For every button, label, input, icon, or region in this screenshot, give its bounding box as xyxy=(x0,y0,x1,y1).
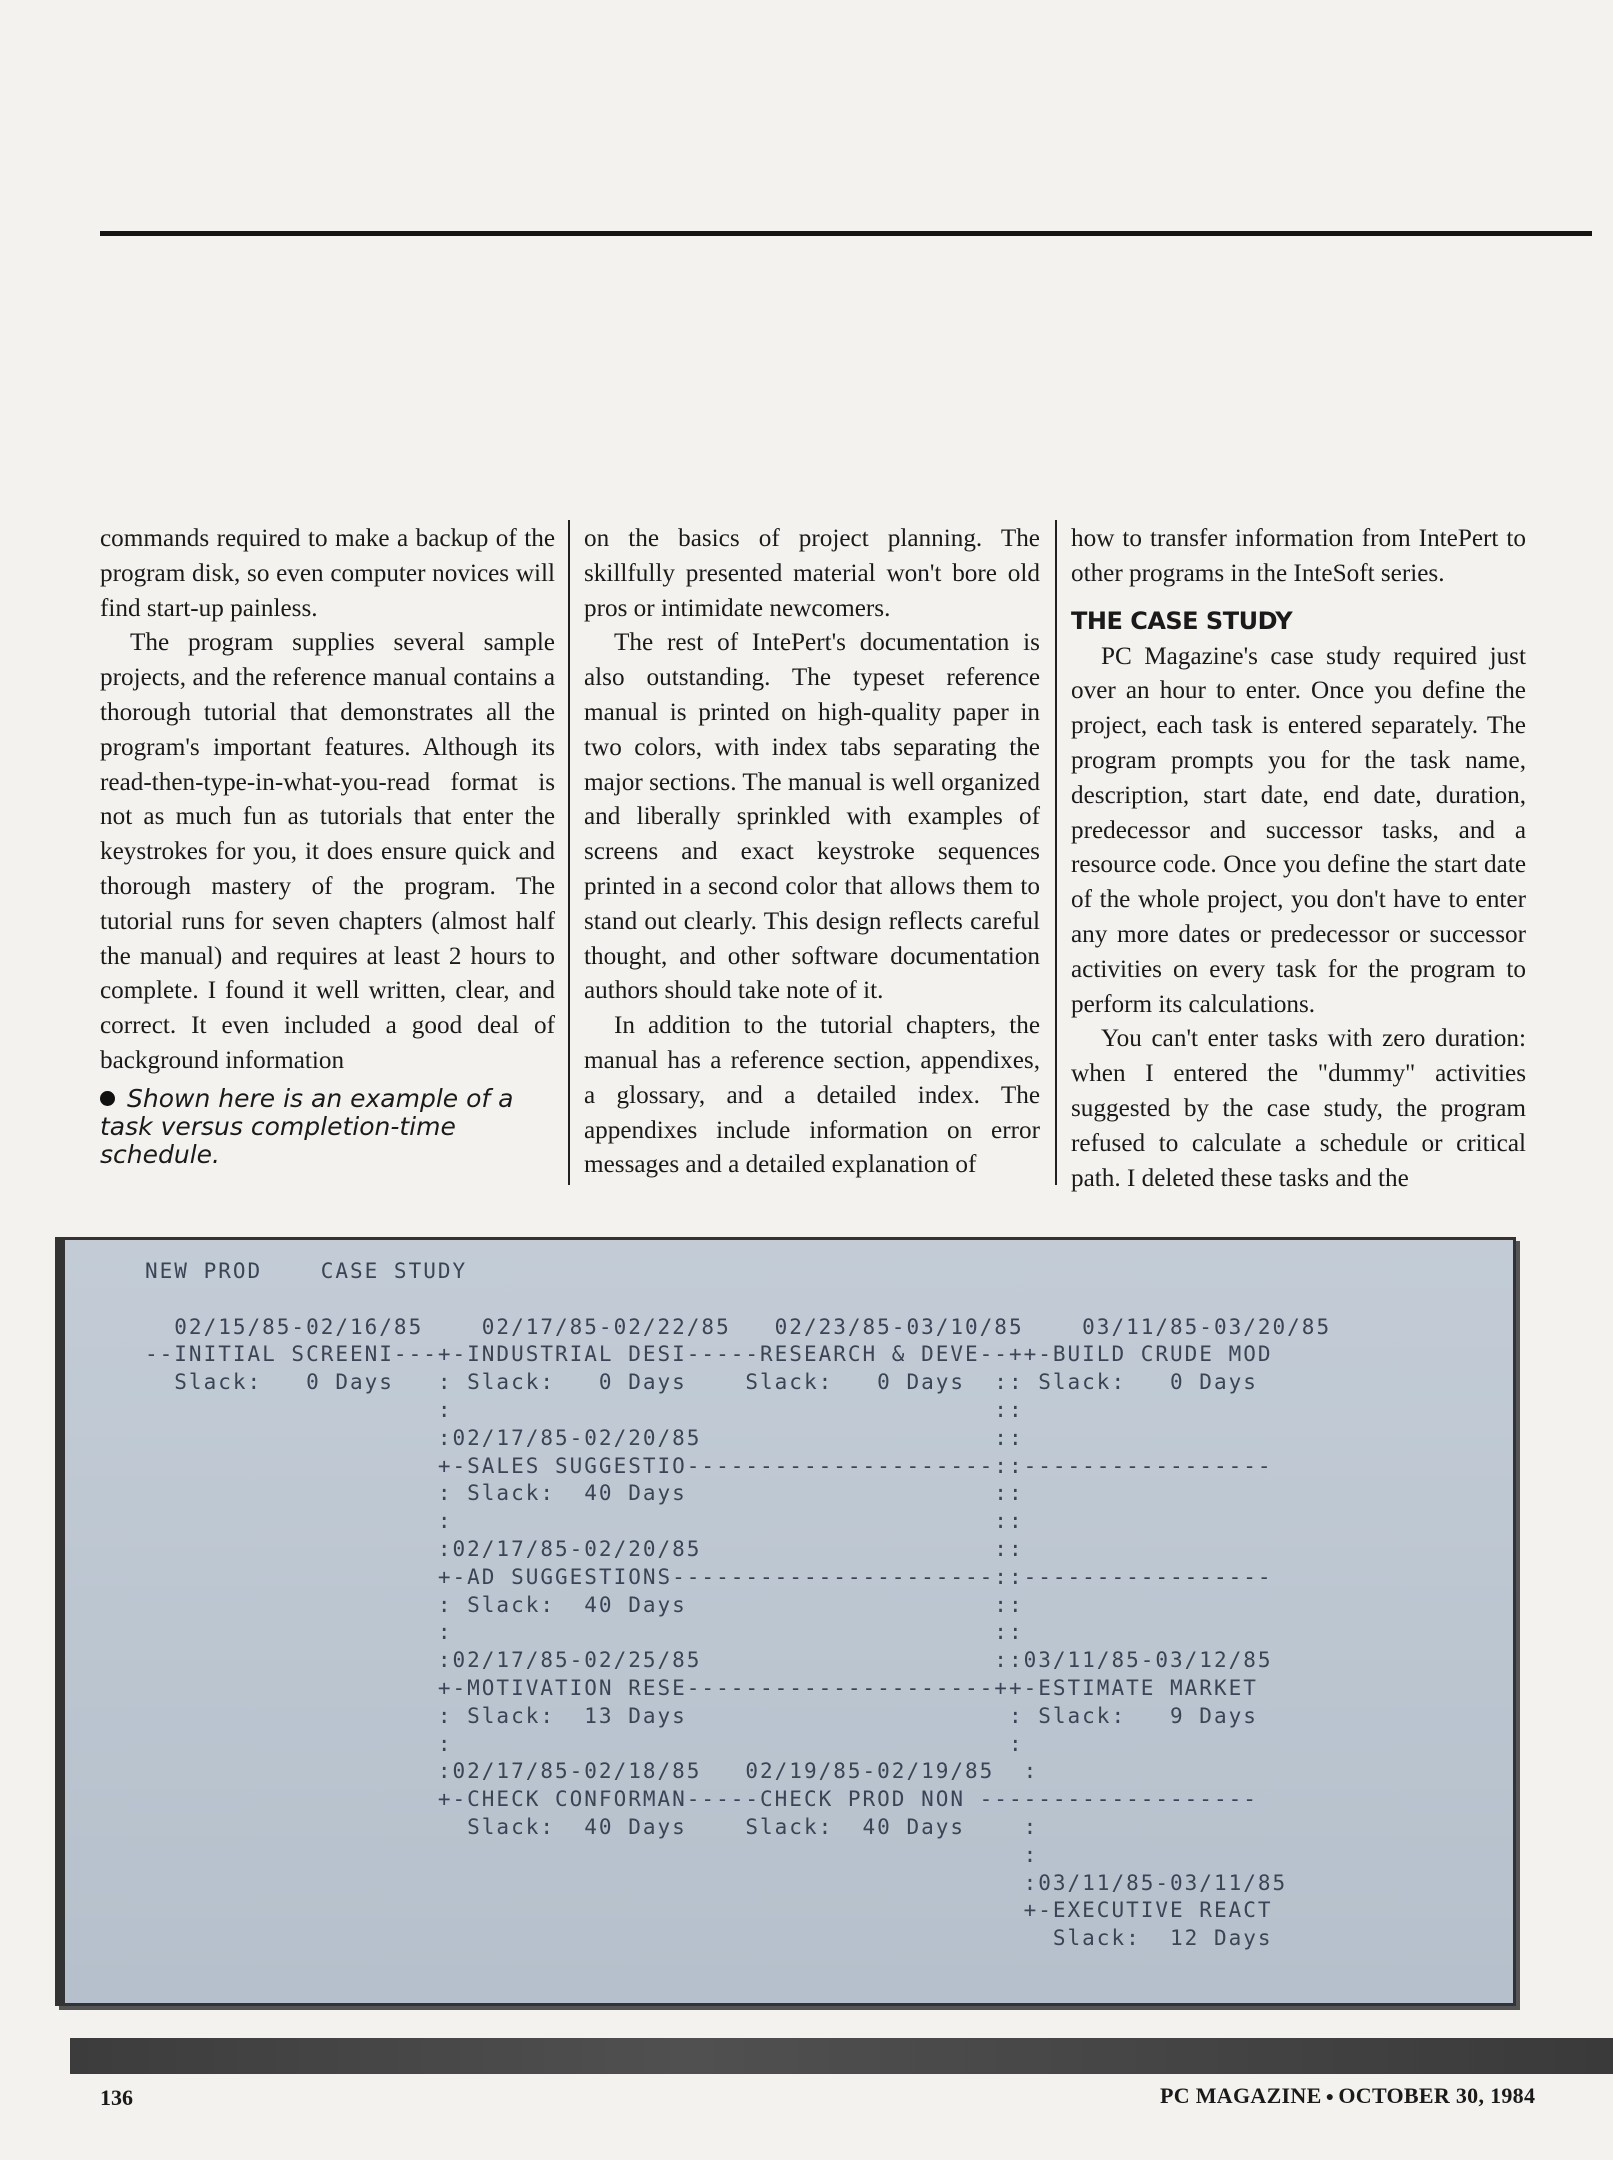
schedule-screenshot xyxy=(55,1237,1516,2006)
paragraph: You can't enter tasks with zero duration: when I entered the "dummy" activities suggested by the case study, the program refused to calculate a schedule or critical path. I deleted these tasks and the xyxy=(1071,1025,1526,1192)
schedule-line: 02/15/85-02/16/85 02/17/85-02/22/85 02/23/85-03/10/85 03/11/85-03/20/85 xyxy=(145,1314,1332,1339)
bullet-icon xyxy=(100,1091,115,1106)
schedule-line: :02/17/85-02/20/85 :: xyxy=(145,1536,1024,1561)
magazine-name: PC MAGAZINE xyxy=(1160,2083,1322,2108)
page-number: 136 xyxy=(100,2085,133,2110)
schedule-line: Slack: 40 Days Slack: 40 Days : xyxy=(145,1814,1039,1839)
column-divider xyxy=(1055,520,1057,1185)
schedule-line: : Slack: 13 Days : Slack: 9 Days xyxy=(145,1703,1258,1728)
schedule-line: : :: xyxy=(145,1397,1024,1422)
paragraph: commands required to make a backup of the program disk, so even computer novices will find start-up painless. xyxy=(100,525,555,622)
paragraph: The rest of IntePert's documentation is also outstanding. The typeset reference manual is printed on high-quality paper in two colors, with index tabs separating the major sections. The manual is well organized and liberally sprinkled with examples of screens and exact keystroke sequences printed in a second color that allows them to stand out clearly. This design reflects careful thought, and other software documentation authors should take note of it. xyxy=(584,629,1040,1005)
paragraph: PC Magazine's case study required just over an hour to enter. Once you define the project, each task is entered separately. The program prompts you for the task name, description, start date, end date, duration, predecessor and successor tasks, and a resource code. Once you define the start date of the whole project, you don't have to enter any more dates or predecessor or successor activities on every task for the program to perform its calculations. xyxy=(1071,642,1526,1018)
schedule-line: : :: xyxy=(145,1509,1024,1534)
schedule-line: : :: xyxy=(145,1620,1024,1645)
separator-icon: ● xyxy=(1325,2089,1335,2105)
schedule-line: +-AD SUGGESTIONS----------------------::----------------- xyxy=(145,1564,1273,1589)
footer-bar xyxy=(70,2038,1613,2074)
paragraph: In addition to the tutorial chapters, the manual has a reference section, appendixes, a glossary, and a detailed index. The appendixes include information on error messages and a detailed explanation of xyxy=(584,1012,1040,1179)
schedule-line: +-SALES SUGGESTIO---------------------::----------------- xyxy=(145,1453,1273,1478)
schedule-line: : : xyxy=(145,1731,1024,1756)
schedule-line: : xyxy=(145,1842,1039,1867)
column-divider xyxy=(568,520,570,1185)
schedule-line: : Slack: 40 Days :: xyxy=(145,1481,1024,1506)
schedule-line: :02/17/85-02/18/85 02/19/85-02/19/85 : xyxy=(145,1759,1039,1784)
schedule-line: :02/17/85-02/25/85 ::03/11/85-03/12/85 xyxy=(145,1648,1273,1673)
issue-date: OCTOBER 30, 1984 xyxy=(1338,2083,1536,2108)
schedule-line: +-MOTIVATION RESE---------------------++-ESTIMATE MARKET xyxy=(145,1675,1258,1700)
schedule-line: NEW PROD CASE STUDY xyxy=(145,1259,468,1283)
schedule-line: :03/11/85-03/11/85 xyxy=(145,1870,1288,1895)
schedule-line: : Slack: 40 Days :: xyxy=(145,1592,1024,1617)
article-column-3 xyxy=(1071,522,1526,1196)
figure-caption xyxy=(100,1085,540,1169)
article-column-2 xyxy=(584,522,1040,1183)
paragraph: how to transfer information from IntePert to other programs in the InteSoft series. xyxy=(1071,525,1526,587)
section-heading: THE CASE STUDY xyxy=(1071,606,1293,635)
article-column-1 xyxy=(100,522,555,1079)
schedule-line: --INITIAL SCREENI---+-INDUSTRIAL DESI-----RESEARCH & DEVE--++-BUILD CRUDE MOD xyxy=(145,1342,1273,1367)
top-rule xyxy=(100,231,1592,236)
schedule-text xyxy=(145,1258,1331,1953)
schedule-line: :02/17/85-02/20/85 :: xyxy=(145,1425,1024,1450)
schedule-line: +-EXECUTIVE REACT xyxy=(145,1898,1273,1923)
schedule-line: Slack: 12 Days xyxy=(145,1926,1273,1951)
schedule-line: +-CHECK CONFORMAN-----CHECK PROD NON ------------------- xyxy=(145,1787,1258,1812)
paragraph: on the basics of project planning. The skillfully presented material won't bore old pros or intimidate newcomers. xyxy=(584,525,1040,622)
caption-text: Shown here is an example of a task versus completion-time schedule. xyxy=(100,1084,514,1169)
folio-line xyxy=(1160,2083,1535,2109)
paragraph: The program supplies several sample projects, and the reference manual contains a thorough tutorial that demonstrates all the program's important features. Although its read-then-type-in-what-you-read format is not as much fun as tutorials that enter the keystrokes for you, it does ensure quick and thorough mastery of the program. The tutorial runs for seven chapters (almost half the manual) and requires at least 2 hours to complete. I found it well written, clear, and correct. It even included a good deal of background information xyxy=(100,629,555,1074)
schedule-line: Slack: 0 Days : Slack: 0 Days Slack: 0 Days :: Slack: 0 Days xyxy=(145,1370,1258,1395)
